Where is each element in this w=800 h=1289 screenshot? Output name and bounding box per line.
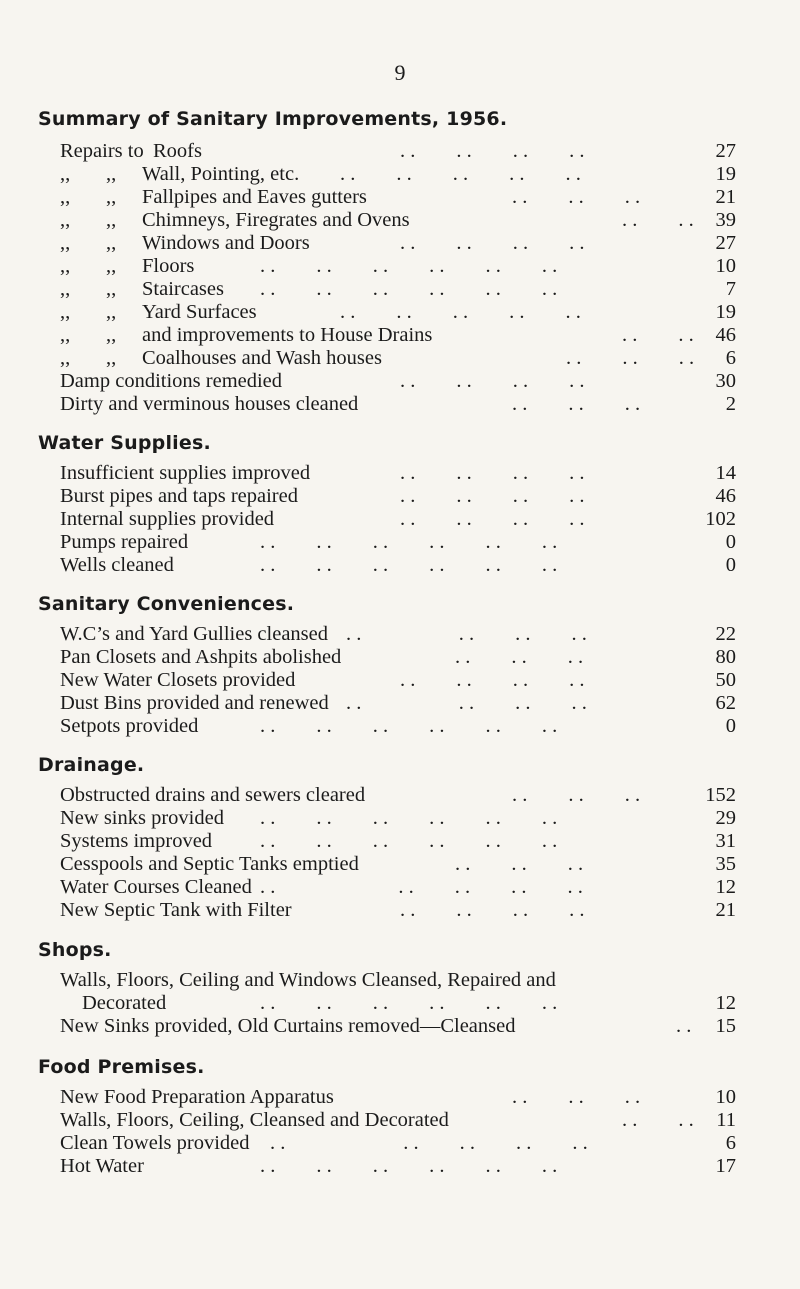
ditto-marks: ,, — [106, 163, 117, 185]
ditto-marks: ,, — [106, 301, 117, 323]
row-value: 0 — [725, 554, 736, 576]
table-row: ,, ,, Fallpipes and Eaves gutters . . . . . . 21 — [60, 186, 736, 208]
row-value: 35 — [715, 853, 736, 875]
row-value: 11 — [716, 1109, 736, 1131]
table-row: Decorated . . . . . . . . . . . . 12 — [82, 992, 736, 1014]
row-label: Wells cleaned — [60, 554, 174, 576]
table-row: Systems improved . . . . . . . . . . . . 31 — [60, 830, 736, 852]
ditto-marks: ,, — [60, 324, 71, 346]
ditto-marks: ,, — [106, 324, 117, 346]
table-row: Pumps repaired . . . . . . . . . . . . 0 — [60, 531, 736, 553]
section-heading-shops: Shops. — [38, 939, 112, 961]
row-value: 17 — [715, 1155, 736, 1177]
table-row: New Septic Tank with Filter . . . . . . . . 21 — [60, 899, 736, 921]
row-label: Wall, Pointing, etc. — [142, 163, 300, 185]
row-value: 62 — [715, 692, 736, 714]
row-label: Walls, Floors, Ceiling and Windows Cleansed, Repaired and — [60, 969, 556, 991]
page-number: 9 — [394, 60, 406, 85]
row-label: Setpots provided — [60, 715, 199, 737]
row-value: 6 — [725, 1132, 736, 1154]
ditto-marks: ,, — [60, 255, 71, 277]
row-value: 12 — [715, 992, 736, 1014]
row-label: W.C’s and Yard Gullies cleansed — [60, 623, 328, 645]
row-label: Burst pipes and taps repaired — [60, 485, 298, 507]
table-row: ,, ,, Windows and Doors . . . . . . . . 27 — [60, 232, 736, 254]
ditto-marks: ,, — [60, 347, 71, 369]
row-value: 31 — [715, 830, 736, 852]
table-row: New Water Closets provided . . . . . . . . 50 — [60, 669, 736, 691]
row-value: 22 — [715, 623, 736, 645]
table-row: Dust Bins provided and renewed . . . . . . . . 62 — [60, 692, 736, 714]
table-row: Hot Water . . . . . . . . . . . . 17 — [60, 1155, 736, 1177]
section-heading-water-supplies: Water Supplies. — [38, 432, 211, 454]
row-prefix: Repairs to — [60, 140, 144, 162]
table-row: New sinks provided . . . . . . . . . . . . 29 — [60, 807, 736, 829]
row-value: 29 — [715, 807, 736, 829]
row-label: Staircases — [142, 278, 224, 300]
row-label: Chimneys, Firegrates and Ovens — [142, 209, 410, 231]
table-row: Wells cleaned . . . . . . . . . . . . 0 — [60, 554, 736, 576]
table-row: New Sinks provided, Old Curtains removed—Cleansed . . 15 — [60, 1015, 736, 1037]
ditto-marks: ,, — [60, 186, 71, 208]
row-value: 27 — [715, 232, 736, 254]
table-row: Insufficient supplies improved . . . . . . . . 14 — [60, 462, 736, 484]
row-value: 10 — [715, 1086, 736, 1108]
ditto-marks: ,, — [60, 301, 71, 323]
row-label: and improvements to House Drains — [142, 324, 433, 346]
table-row: ,, ,, Chimneys, Firegrates and Ovens . . . . 39 — [60, 209, 736, 231]
row-label: New sinks provided — [60, 807, 224, 829]
row-value: 14 — [715, 462, 736, 484]
ditto-marks: ,, — [60, 209, 71, 231]
row-value: 10 — [715, 255, 736, 277]
ditto-marks: ,, — [106, 232, 117, 254]
row-value: 21 — [715, 899, 736, 921]
table-row: Internal supplies provided . . . . . . . . 102 — [60, 508, 736, 530]
row-value: 152 — [705, 784, 736, 806]
row-label: Obstructed drains and sewers cleared — [60, 784, 366, 806]
row-label: Hot Water — [60, 1155, 144, 1177]
table-row: Repairs to Roofs . . . . . . . . 27 — [60, 140, 736, 162]
row-label: New Water Closets provided — [60, 669, 296, 691]
row-value: 50 — [715, 669, 736, 691]
row-value: 7 — [725, 278, 736, 300]
row-label: Pumps repaired — [60, 531, 189, 553]
table-row: Pan Closets and Ashpits abolished . . . . . . 80 — [60, 646, 736, 668]
row-label: Coalhouses and Wash houses — [142, 347, 382, 369]
row-label: Cesspools and Septic Tanks emptied — [60, 853, 359, 875]
row-value: 30 — [715, 370, 736, 392]
row-value: 12 — [715, 876, 736, 898]
ditto-marks: ,, — [106, 186, 117, 208]
row-label: New Septic Tank with Filter — [60, 899, 292, 921]
table-row: Walls, Floors, Ceiling, Cleansed and Decorated . . . . 11 — [60, 1109, 736, 1131]
row-label: Damp conditions remedied — [60, 370, 283, 392]
row-label: Clean Towels provided — [60, 1132, 250, 1154]
row-value: 46 — [715, 485, 736, 507]
section-heading-drainage: Drainage. — [38, 754, 145, 776]
section-heading-summary: Summary of Sanitary Improvements, 1956. — [38, 108, 508, 130]
table-row: Clean Towels provided . . . . . . . . . . 6 — [60, 1132, 736, 1154]
row-label: Floors — [142, 255, 195, 277]
row-label: Pan Closets and Ashpits abolished — [60, 646, 342, 668]
row-label: Systems improved — [60, 830, 213, 852]
row-value: 2 — [725, 393, 736, 415]
table-row: Dirty and verminous houses cleaned . . . . . . 2 — [60, 393, 736, 415]
row-label: Yard Surfaces — [142, 301, 257, 323]
table-row: Burst pipes and taps repaired . . . . . . . . 46 — [60, 485, 736, 507]
row-label: New Food Preparation Apparatus — [60, 1086, 334, 1108]
row-label: Decorated — [82, 992, 167, 1014]
row-value: 102 — [705, 508, 736, 530]
row-label: Windows and Doors — [142, 232, 310, 254]
row-value: 19 — [715, 301, 736, 323]
table-row: Setpots provided . . . . . . . . . . . . 0 — [60, 715, 736, 737]
row-label: New Sinks provided, Old Curtains removed—Cleansed — [60, 1015, 516, 1037]
ditto-marks: ,, — [106, 255, 117, 277]
section-heading-sanitary-conveniences: Sanitary Conveniences. — [38, 593, 295, 615]
row-label: Water Courses Cleaned — [60, 876, 252, 898]
table-row: Obstructed drains and sewers cleared . . . . . . 152 — [60, 784, 736, 806]
table-row: Damp conditions remedied . . . . . . . . 30 — [60, 370, 736, 392]
row-value: 27 — [715, 140, 736, 162]
ditto-marks: ,, — [106, 278, 117, 300]
row-label: Internal supplies provided — [60, 508, 275, 530]
row-value: 0 — [725, 531, 736, 553]
row-value: 15 — [715, 1015, 736, 1037]
row-label: Dirty and verminous houses cleaned — [60, 393, 359, 415]
row-value: 19 — [715, 163, 736, 185]
ditto-marks: ,, — [106, 347, 117, 369]
row-label: Dust Bins provided and renewed — [60, 692, 329, 714]
ditto-marks: ,, — [60, 163, 71, 185]
row-value: 46 — [715, 324, 736, 346]
row-label: Roofs — [153, 140, 202, 162]
row-label: Fallpipes and Eaves gutters — [142, 186, 367, 208]
row-value: 39 — [715, 209, 736, 231]
row-value: 0 — [725, 715, 736, 737]
ditto-marks: ,, — [60, 278, 71, 300]
table-row: Water Courses Cleaned . . . . . . . . . . 12 — [60, 876, 736, 898]
section-heading-food-premises: Food Premises. — [38, 1056, 205, 1078]
table-row: ,, ,, Yard Surfaces . . . . . . . . . . 19 — [60, 301, 736, 323]
row-value: 80 — [715, 646, 736, 668]
table-row: Cesspools and Septic Tanks emptied . . . . . . 35 — [60, 853, 736, 875]
table-row: ,, ,, Floors . . . . . . . . . . . . 10 — [60, 255, 736, 277]
row-label: Insufficient supplies improved — [60, 462, 311, 484]
row-value: 6 — [725, 347, 736, 369]
table-row: ,, ,, Coalhouses and Wash houses . . . . . . 6 — [60, 347, 736, 369]
table-row: ,, ,, Wall, Pointing, etc. . . . . . . . . . . 19 — [60, 163, 736, 185]
table-row: ,, ,, Staircases . . . . . . . . . . . . 7 — [60, 278, 736, 300]
row-label: Walls, Floors, Ceiling, Cleansed and Decorated — [60, 1109, 449, 1131]
ditto-marks: ,, — [60, 232, 71, 254]
table-row: ,, ,, and improvements to House Drains . . . . 46 — [60, 324, 736, 346]
table-row: W.C’s and Yard Gullies cleansed . . . . . . . . 22 — [60, 623, 736, 645]
row-value: 21 — [715, 186, 736, 208]
table-row: New Food Preparation Apparatus . . . . . . 10 — [60, 1086, 736, 1108]
ditto-marks: ,, — [106, 209, 117, 231]
